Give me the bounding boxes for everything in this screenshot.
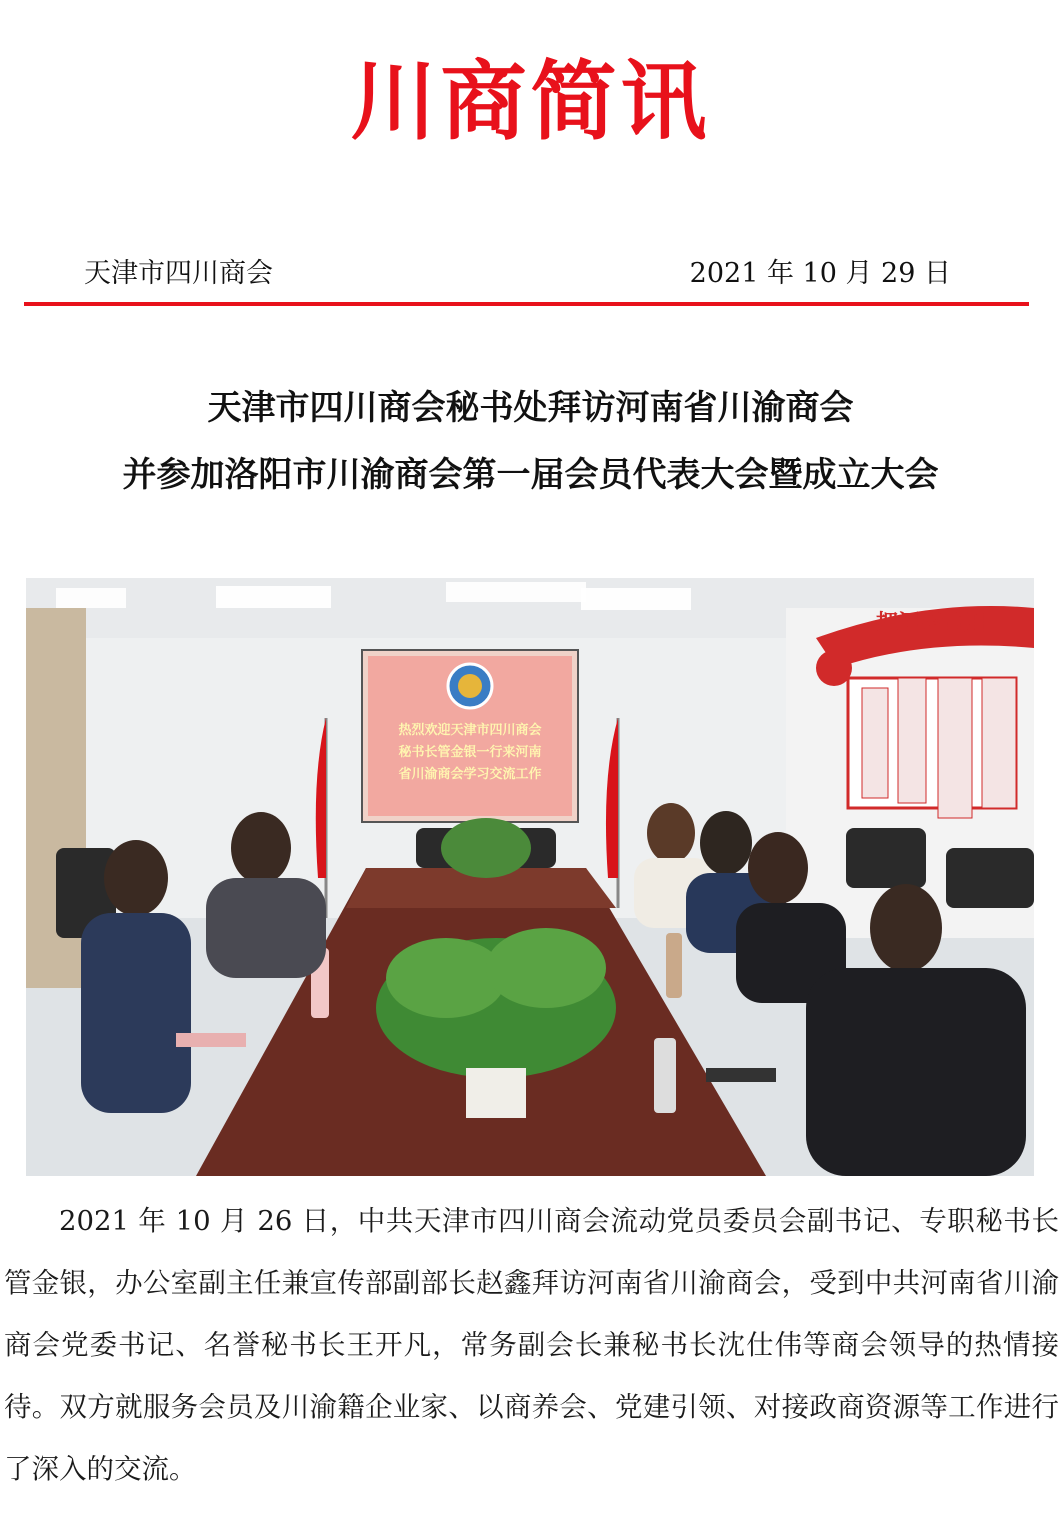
issue-date: 2021 年 10 月 29 日 [689, 258, 951, 289]
article-headline-line1: 天津市四川商会秘书处拜访河南省川渝商会 [207, 388, 854, 428]
article-headline-line2: 并参加洛阳市川渝商会第一届会员代表大会暨成立大会 [122, 455, 939, 495]
article-body: 2021 年 10 月 26 日，中共天津市四川商会流动党员委员会副书记、专职秘书长管金银，办公室副主任兼宣传部副部长赵鑫拜访河南省川渝商会，受到中共河南省川渝商会党委书记、名誉秘书长王开凡，常务副会长兼秘书长沈仕伟等商会领导的热情接待。双方就服务会员及川渝籍企业家、以商养会、党建引领、对接政商资源等工作进行了深入的交流。 [4, 1205, 1059, 1485]
masthead-title: 川商简讯 [350, 52, 711, 152]
screen-welcome-line3: 省川渝商会学习交流工作 [398, 767, 542, 782]
screen-welcome-line1: 热烈欢迎天津市四川商会 [398, 723, 542, 738]
screen-welcome-line2: 秘书长管金银一行来河南 [398, 745, 542, 760]
meeting-photo [26, 578, 1034, 1176]
header-rule [24, 302, 1029, 306]
issuing-organization: 天津市四川商会 [84, 258, 273, 289]
wall-slogan: 把河南省川 [875, 611, 987, 636]
